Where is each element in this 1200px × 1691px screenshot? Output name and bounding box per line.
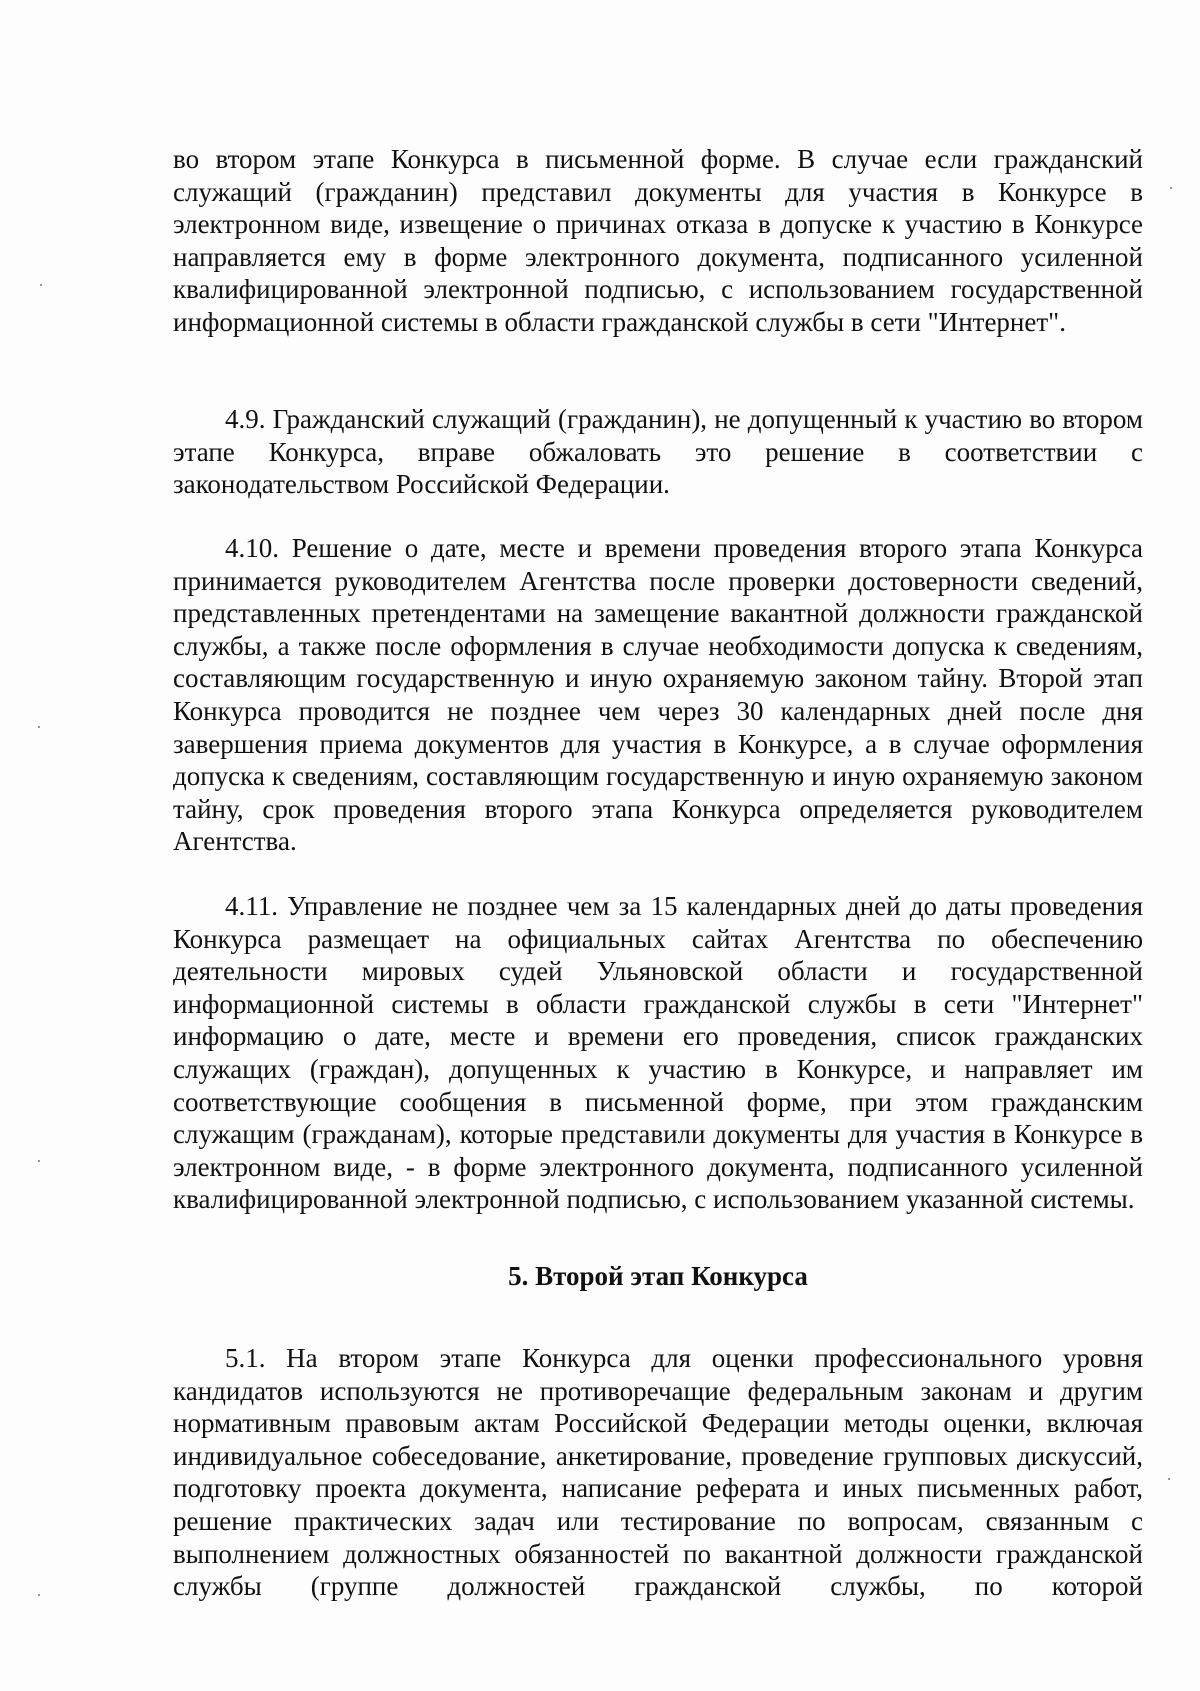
paragraph-4-10 (173, 532, 1143, 858)
scan-speck (1170, 187, 1172, 189)
paragraph-5-1-text: 5.1. На втором этапе Конкурса для оценки профессионального уровня кандидатов используются не противоречащие федеральным законам и другим нормативным правовым актам Российской Федерации методы оценки, включая индивидуальное собеседование, анкетирование, проведение групповых дискуссий, подготовку проекта документа, написание реферата и иных письменных работ, решение практических задач или тестирование по вопросам, связанным с выполнением должностных обязанностей по вакантной должности гражданской службы (группе должностей гражданской службы, по которой (173, 1343, 1143, 1602)
scan-speck (38, 1160, 40, 1162)
paragraph-4-11-text: 4.11. Управление не позднее чем за 15 календарных дней до даты проведения Конкурса размещает на официальных сайтах Агентства по обеспечению деятельности мировых судей Ульяновской области и государственной информационной системы в области гражданской службы в сети "Интернет" информацию о дате, месте и времени его проведения, список гражданских служащих (граждан), допущенных к участию в Конкурсе, и направляет им соответствующие сообщения в письменной форме, при этом гражданским служащим (гражданам), которые представили документы для участия в Конкурсе в электронном виде, - в форме электронного документа, подписанного усиленной квалифицированной электронной подписью, с использованием указанной системы. (173, 891, 1143, 1215)
scan-speck (38, 1594, 40, 1596)
scan-speck (38, 726, 40, 728)
scan-speck (40, 284, 42, 286)
section-heading: 5. Второй этап Конкурса (508, 1261, 808, 1291)
paragraph-intro (173, 143, 1143, 339)
paragraph-4-9 (173, 403, 1143, 501)
paragraph-4-11 (173, 890, 1143, 1216)
paragraph-4-10-text: 4.10. Решение о дате, месте и времени проведения второго этапа Конкурса принимается руководителем Агентства после проверки достоверности сведений, представленных претендентами на замещение вакантной должности гражданской службы, а также после оформления в случае необходимости допуска к сведениям, составляющим государственную и иную охраняемую законом тайну. Второй этап Конкурса проводится не позднее чем через 30 календарных дней после дня завершения приема документов для участия в Конкурсе, а в случае оформления допуска к сведениям, составляющим государственную и иную охраняемую законом тайну, срок проведения второго этапа Конкурса определяется руководителем Агентства. (173, 533, 1143, 857)
scan-speck (1168, 1478, 1170, 1480)
paragraph-5-1 (173, 1342, 1143, 1603)
paragraph-4-9-text: 4.9. Гражданский служащий (гражданин), не допущенный к участию во втором этапе Конкурса, вправе обжаловать это решение в соответствии с законодательством Российской Федерации. (173, 404, 1143, 500)
paragraph-intro-text: во втором этапе Конкурса в письменной форме. В случае если гражданский служащий (гражданин) представил документы для участия в Конкурсе в электронном виде, извещение о причинах отказа в допуске к участию в Конкурсе направляется ему в форме электронного документа, подписанного усиленной квалифицированной электронной подписью, с использованием государственной информационной системы в области гражданской службы в сети "Интернет". (173, 144, 1143, 337)
